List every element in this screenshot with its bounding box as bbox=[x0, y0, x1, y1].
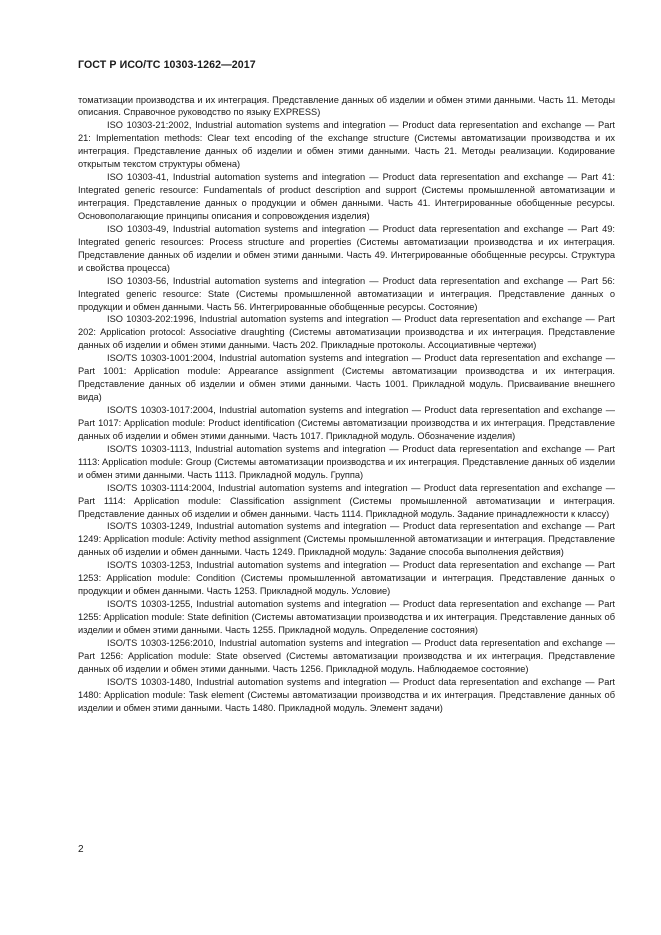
reference-paragraph: ISO/TS 10303-1001:2004, Industrial automation systems and integration — Product data representation and exchange — Part 1001: Application module: Appearance assignment (Системы автоматизации производства и их интеграция. Представление данных об изделии и обмен этими данными. Часть 1001. Прикладной модуль. Присваивание внешнего вида) bbox=[78, 353, 615, 403]
reference-paragraph: ISO/TS 10303-1114:2004, Industrial automation systems and integration — Product data representation and exchange — Part 1114: Application module: Classification assignment (Системы промышленной автоматизации и интеграция. Представление данных об изделии и обмен данными. Часть 1114. Прикладной модуль. Задание принадлежности к классу) bbox=[78, 482, 615, 519]
reference-paragraph: ISO 10303-202:1996, Industrial automation systems and integration — Product data representation and exchange — Part 202: Application protocol: Associative draughting (Системы автоматизации производства и их интеграция. Представление данных об изделии и обмен этими данными. Часть 202. Прикладные протоколы. Ассоциативные чертежи) bbox=[78, 314, 615, 351]
reference-paragraph: ISO 10303-49, Industrial automation systems and integration — Product data representation and exchange — Part 49: Integrated generic resources: Process structure and properties (Системы автоматизации производства и их интеграция. Представление данных об изделии и обмен этими данными. Часть 49. Интегрированные обобщенные ресурсы. Структура и свойства процесса) bbox=[78, 223, 615, 273]
reference-paragraph: ISO/TS 10303-1113, Industrial automation systems and integration — Product data representation and exchange — Part 1113: Application module: Group (Системы автоматизации производства и их интеграция. Представление данных об изделии и обмен этими данными. Часть 1113. Прикладной модуль. Группа) bbox=[78, 443, 615, 480]
reference-paragraph: томатизации производства и их интеграция. Представление данных об изделии и обмен этими данными. Часть 11. Методы описания. Справочное руководство по языку EXPRESS) bbox=[78, 94, 615, 118]
page-number: 2 bbox=[78, 844, 84, 855]
reference-paragraph: ISO 10303-21:2002, Industrial automation systems and integration — Product data representation and exchange — Part 21: Implementation methods: Clear text encoding of the exchange structure (Системы автоматизации производства и их интеграция. Представление данных об изделии и обмен этими данными. Часть 21. Методы реализации. Кодирование открытым текстом структуры обмена) bbox=[78, 120, 615, 170]
reference-paragraph: ISO/TS 10303-1017:2004, Industrial automation systems and integration — Product data representation and exchange — Part 1017: Application module: Product identification (Системы автоматизации производства и их интеграция. Представление данных об изделии и обмен этими данными. Часть 1017. Прикладной модуль. Обозначение изделия) bbox=[78, 405, 615, 441]
reference-paragraph: ISO/TS 10303-1480, Industrial automation systems and integration — Product data representation and exchange — Part 1480: Application module: Task element (Системы автоматизации производства и их интеграция. Представление данных об изделии и обмен этими данными. Часть 1480. Прикладной модуль. Элемент задачи) bbox=[78, 676, 615, 713]
reference-paragraph: ISO/TS 10303-1253, Industrial automation systems and integration — Product data representation and exchange — Part 1253: Application module: Condition (Системы промышленной автоматизации и интеграция. Представление данных о продукции и обмен данными. Часть 1253. Прикладной модуль. Условие) bbox=[78, 560, 615, 597]
document-header: ГОСТ Р ИСО/ТС 10303-1262—2017 bbox=[78, 59, 256, 71]
reference-paragraph: ISO/TS 10303-1255, Industrial automation systems and integration — Product data representation and exchange — Part 1255: Application module: State definition (Системы автоматизации производства и их интеграция. Представление данных об изделии и обмен этими данными. Часть 1255. Прикладной модуль. Определение состояния) bbox=[78, 599, 615, 635]
reference-paragraph: ISO 10303-56, Industrial automation systems and integration — Product data representation and exchange — Part 56: Integrated generic resource: State (Системы промышленной автоматизации и интеграция. Представление данных о продукции и обмен данными. Часть 56. Интегрированные обобщенные ресурсы. Состояние) bbox=[78, 275, 615, 312]
reference-paragraph: ISO/TS 10303-1249, Industrial automation systems and integration — Product data representation and exchange — Part 1249: Application module: Activity method assignment (Системы промышленной автоматизации и интеграция. Представление данных об изделии и обмен данными. Часть 1249. Прикладной модуль: Задание способа выполнения действия) bbox=[78, 521, 615, 558]
reference-paragraph: ISO/TS 10303-1256:2010, Industrial automation systems and integration — Product data representation and exchange — Part 1256: Application module: State observed (Системы автоматизации производства и их интеграция. Представление данных об изделии и обмен этими данными. Часть 1256. Прикладной модуль. Наблюдаемое состояние) bbox=[78, 637, 615, 674]
references-list bbox=[78, 94, 615, 715]
reference-paragraph: ISO 10303-41, Industrial automation systems and integration — Product data representation and exchange — Part 41: Integrated generic resource: Fundamentals of product description and support (Системы промышленной автоматизации и интеграция. Представление данных о продукции и обмен данными. Часть 41. Интегрированные обобщенные ресурсы. Основополагающие принципы описания и сопровождения изделия) bbox=[78, 172, 615, 221]
